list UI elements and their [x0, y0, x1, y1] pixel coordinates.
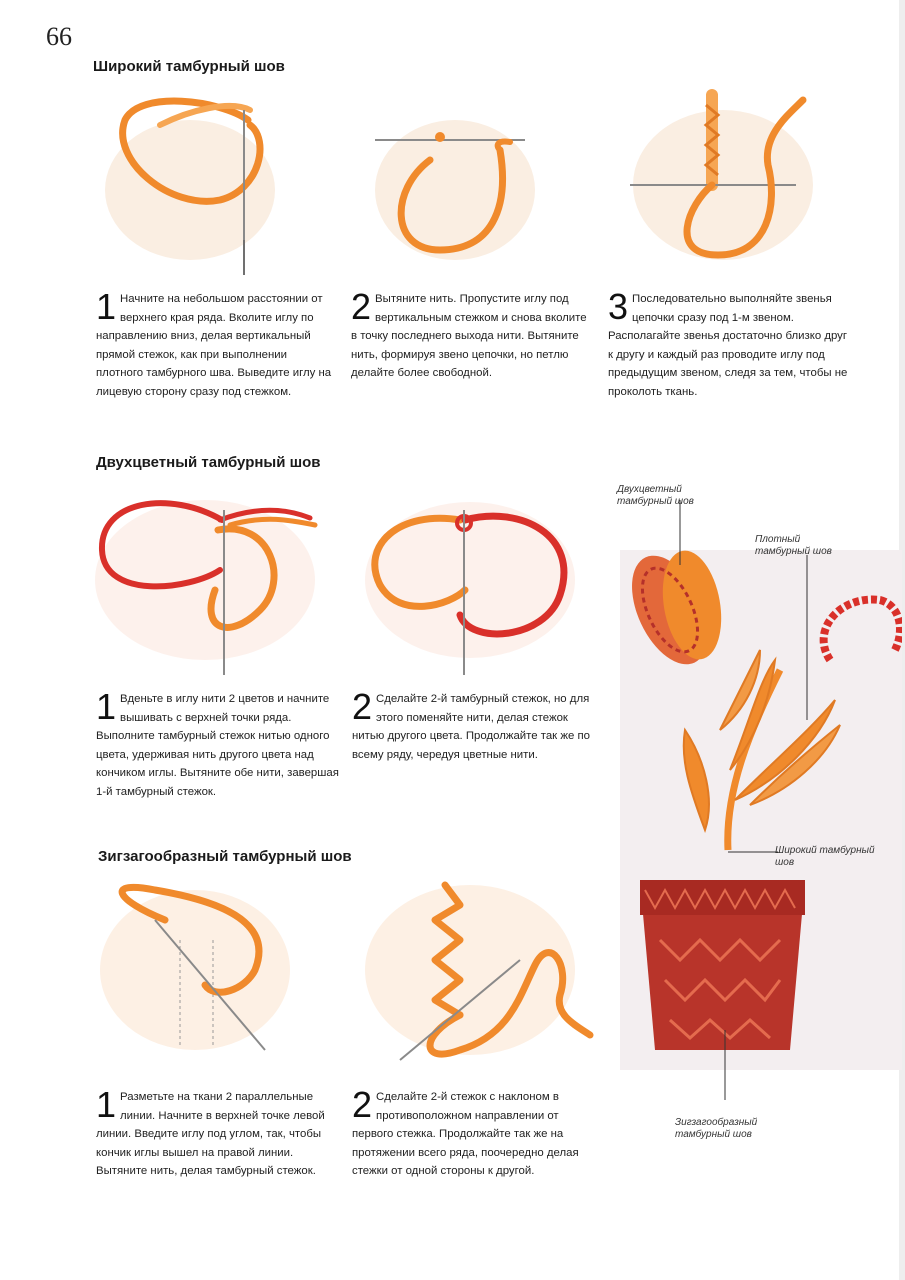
step-text: Вытяните нить. Пропустите иглу под вертикальным стежком и снова вколите в точку последнего выхода нити. Вытяните нить, формируя звено цепочки, но петлю делайте более свободной. — [351, 293, 587, 380]
step-number: 3 — [608, 286, 629, 327]
callout-line: Плотный — [755, 534, 801, 545]
illustration-wide-step1 — [100, 80, 290, 280]
illustration-wide-step2 — [370, 90, 540, 270]
callout-wide — [775, 845, 875, 869]
illustration-wide-step3 — [628, 85, 818, 275]
section-title-two-color: Двухцветный тамбурный шов — [96, 454, 321, 471]
callout-dense — [755, 534, 832, 558]
step-number: 2 — [352, 686, 373, 727]
callout-line: тамбурный шов — [675, 1129, 752, 1140]
step-wide-1 — [96, 286, 332, 402]
step-number: 1 — [96, 286, 117, 327]
step-number: 2 — [351, 286, 372, 327]
callout-line: тамбурный шов — [755, 546, 832, 557]
section-title-wide: Широкий тамбурный шов — [93, 58, 285, 75]
step-two-color-2 — [352, 686, 592, 764]
page-number: 66 — [46, 22, 72, 51]
callout-zigzag — [675, 1117, 757, 1141]
step-wide-2 — [351, 286, 587, 383]
step-number: 2 — [352, 1084, 373, 1125]
step-text: Разметьте на ткани 2 параллельные линии. Начните в верхней точке левой линии. Введите иглу под углом, так, чтобы кончик иглы вышел на правой линии. Вытяните нить, делая тамбурный стежок. — [96, 1091, 325, 1178]
step-zigzag-1 — [96, 1084, 344, 1181]
callout-two-color — [617, 484, 694, 508]
embroidered-flowerpot-sample — [610, 470, 902, 1150]
callout-line: Зигзагообразный — [675, 1117, 758, 1128]
callout-line: Широкий тамбурный — [775, 845, 875, 856]
step-text: Последовательно выполняйте звенья цепочки сразу под 1-м звеном. Располагайте звенья достаточно близко друг к другу и каждый раз проводите иглу под предыдущим звеном, следя за тем, чтобы не проколоть ткань. — [608, 293, 848, 398]
step-two-color-1 — [96, 686, 346, 802]
step-wide-3 — [608, 286, 854, 402]
callout-line: Двухцветный — [617, 484, 682, 495]
illustration-zigzag-step1 — [95, 880, 295, 1060]
step-text: Вденьте в иглу нити 2 цветов и начните вышивать с верхней точки ряда. Выполните тамбурный стежок нитью одного цвета, удерживая нить другого цвета над кончиком иглы. Вытяните обе нити, завершая 1-й тамбурный стежок. — [96, 693, 339, 798]
step-number: 1 — [96, 686, 117, 727]
callout-line: тамбурный шов — [617, 496, 694, 507]
step-text: Сделайте 2-й стежок с наклоном в противоположном направлении от первого стежка. Продолжайте так же на протяжении всего ряда, поочередно делая стежки от одной стороны к другой. — [352, 1091, 579, 1178]
illustration-two-color-step2 — [360, 495, 580, 680]
section-title-zigzag: Зигзагообразный тамбурный шов — [98, 848, 352, 865]
step-text: Сделайте 2-й тамбурный стежок, но для этого поменяйте нити, делая стежок нитью другого цвета. Продолжайте так же по всему ряду, чередуя цветные нити. — [352, 693, 590, 761]
step-number: 1 — [96, 1084, 117, 1125]
illustration-two-color-step1 — [90, 490, 320, 680]
callout-line: шов — [775, 857, 795, 868]
illustration-zigzag-step2 — [360, 875, 600, 1070]
step-text: Начните на небольшом расстоянии от верхнего края ряда. Вколите иглу по направлению вниз, делая вертикальный прямой стежок, как при выполнении плотного тамбурного шва. Выведите иглу на лицевую сторону сразу под стежком. — [96, 293, 332, 398]
step-zigzag-2 — [352, 1084, 598, 1181]
